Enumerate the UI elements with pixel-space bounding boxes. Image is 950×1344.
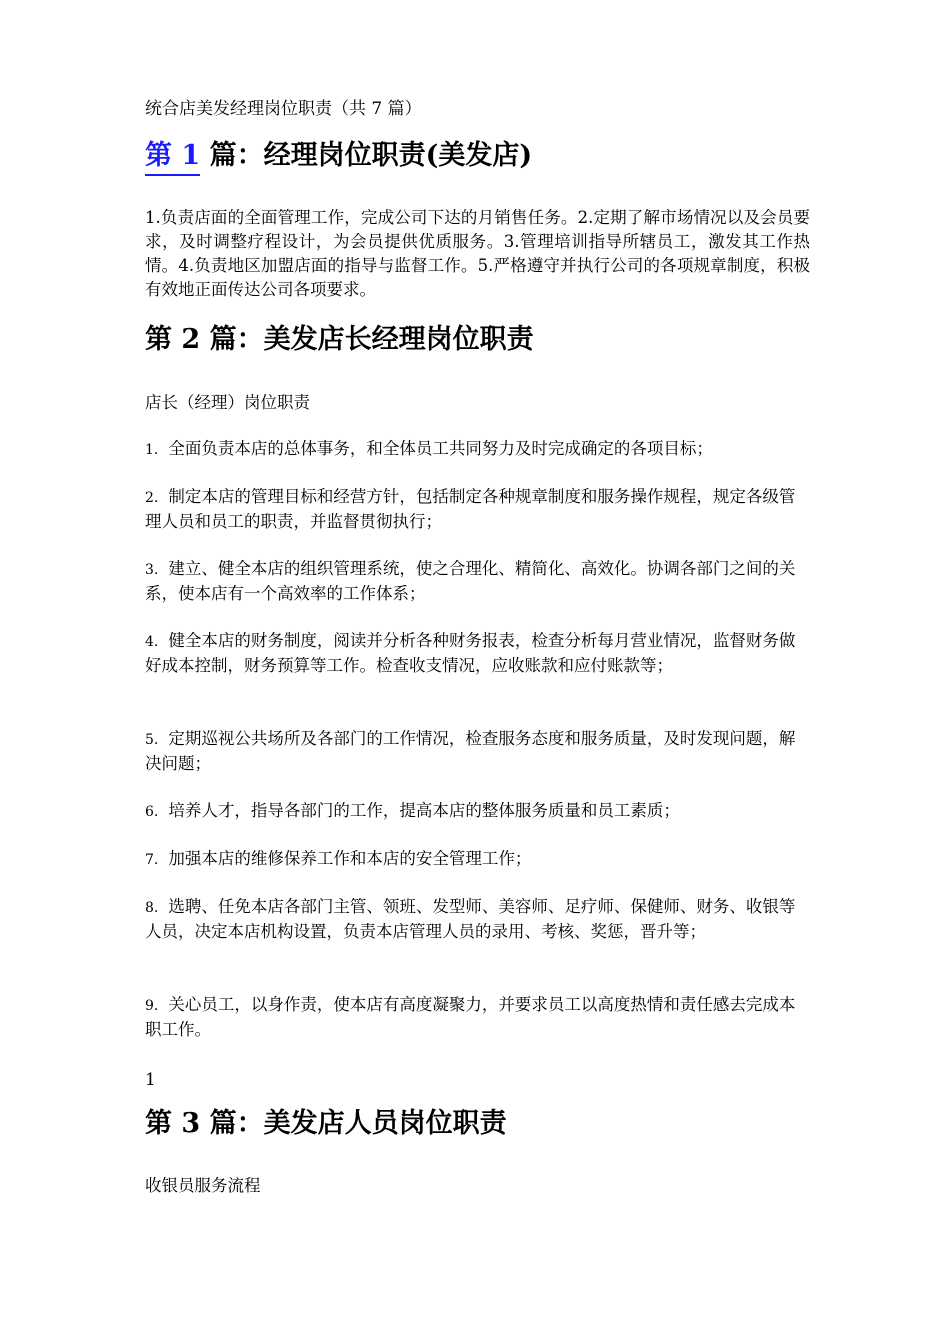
list-item-text: 全面负责本店的总体事务，和全体员工共同努力及时完成确定的各项目标； (168, 439, 713, 458)
list-item (145, 437, 810, 462)
list-item-number: 7. (145, 852, 159, 868)
section-1-heading (145, 136, 532, 176)
list-item (145, 557, 810, 606)
list-item-number: 3. (145, 562, 159, 578)
list-item-number: 6. (145, 804, 159, 820)
list-item-number: 5. (145, 732, 159, 748)
list-item-text: 加强本店的维修保养工作和本店的安全管理工作； (168, 849, 532, 868)
list-item (145, 895, 810, 944)
list-item-number: 2. (145, 490, 159, 506)
list-item-text: 培养人才，指导各部门的工作，提高本店的整体服务质量和员工素质； (168, 801, 680, 820)
list-item-text: 制定本店的管理目标和经营方针，包括制定各种规章制度和服务操作规程，规定各级管理人员和员工的职责，并监督贯彻执行； (145, 487, 796, 531)
list-item-number: 1. (145, 442, 159, 458)
list-item (145, 993, 810, 1042)
list-item (145, 799, 810, 824)
list-item (145, 485, 810, 534)
section-3-heading: 第 3 篇：美发店人员岗位职责 (145, 1108, 507, 1139)
page-number: 1 (145, 1070, 156, 1090)
list-item-text: 关心员工，以身作责，使本店有高度凝聚力，并要求员工以高度热情和责任感去完成本职工作。 (145, 995, 796, 1039)
list-item-number: 9. (145, 998, 159, 1014)
section-2-subtitle: 店长（经理）岗位职责 (145, 393, 310, 412)
document-title: 统合店美发经理岗位职责（共 7 篇） (145, 99, 422, 119)
list-item-text: 健全本店的财务制度，阅读并分析各种财务报表，检查分析每月营业情况，监督财务做好成本控制，财务预算等工作。检查收支情况，应收账款和应付账款等； (145, 631, 796, 675)
section-1-number-link[interactable]: 第 1 (145, 138, 200, 176)
section-1-title: 篇：经理岗位职责(美发店) (200, 140, 533, 171)
list-item-text: 建立、健全本店的组织管理系统，使之合理化、精简化、高效化。协调各部门之间的关系，使本店有一个高效率的工作体系； (145, 559, 796, 603)
section-2-heading: 第 2 篇：美发店长经理岗位职责 (145, 324, 534, 355)
list-item-number: 4. (145, 634, 159, 650)
list-item (145, 847, 810, 872)
list-item-text: 定期巡视公共场所及各部门的工作情况，检查服务态度和服务质量，及时发现问题，解决问题； (145, 729, 796, 773)
section-1-paragraph: 1.负责店面的全面管理工作，完成公司下达的月销售任务。2.定期了解市场情况以及会员要求，及时调整疗程设计，为会员提供优质服务。3.管理培训指导所辖员工，激发其工作热情。4.负责地区加盟店面的指导与监督工作。5.严格遵守并执行公司的各项规章制度，积极有效地正面传达公司各项要求。 (145, 208, 810, 299)
list-item-number: 8. (145, 900, 159, 916)
list-item (145, 629, 810, 678)
list-item (145, 727, 810, 776)
list-item-text: 选聘、任免本店各部门主管、领班、发型师、美容师、足疗师、保健师、财务、收银等人员，决定本店机构设置，负责本店管理人员的录用、考核、奖惩，晋升等； (145, 897, 796, 941)
section-3-subtitle: 收银员服务流程 (145, 1176, 261, 1195)
